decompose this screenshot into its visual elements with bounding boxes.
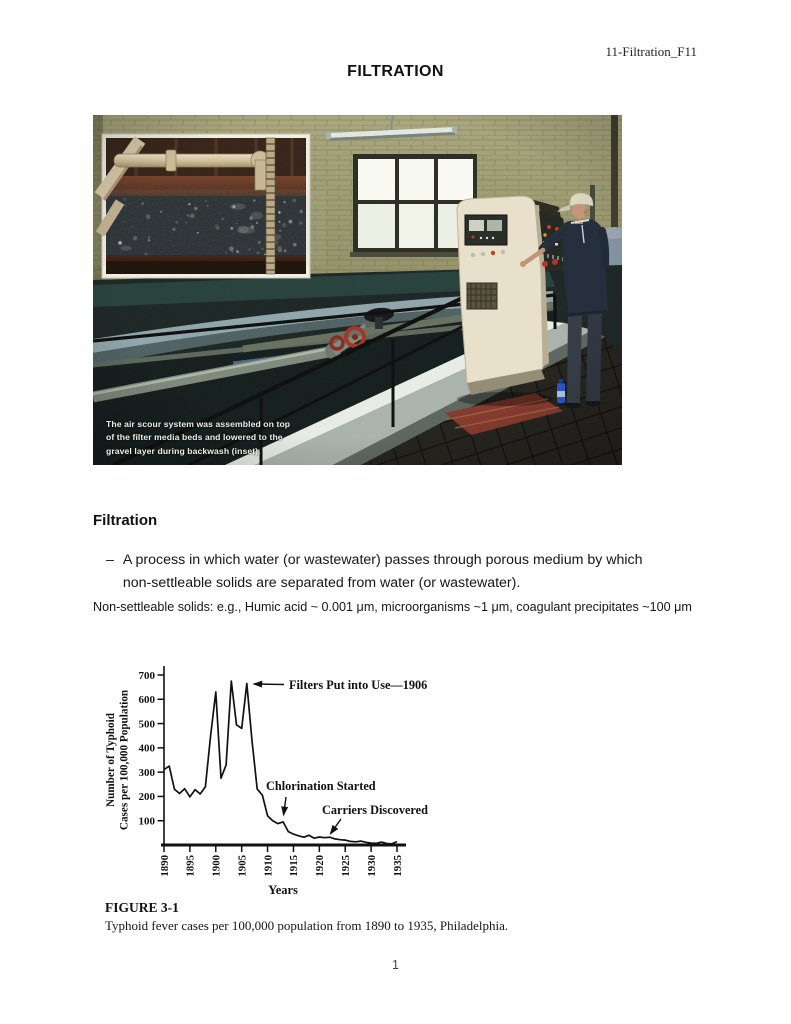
svg-text:1925: 1925 bbox=[340, 855, 353, 877]
bullet-text-line2: non-settleable solids are separated from water (or wastewater). bbox=[122, 574, 521, 591]
photo-caption bbox=[106, 418, 290, 458]
photo-caption-line: The air scour system was assembled on top bbox=[106, 419, 291, 429]
figure-chart bbox=[100, 650, 500, 902]
svg-text:500: 500 bbox=[138, 718, 155, 731]
svg-text:100: 100 bbox=[138, 815, 155, 828]
chart-annotations bbox=[254, 678, 428, 834]
photo-caption-line: of the filter media beds and lowered to the bbox=[106, 432, 283, 443]
svg-text:300: 300 bbox=[138, 766, 155, 779]
svg-text:Cases per 100,000 Population: Cases per 100,000 Population bbox=[118, 689, 131, 831]
chart-line-series bbox=[164, 681, 397, 844]
svg-text:Number of Typhoid: Number of Typhoid bbox=[105, 713, 117, 807]
page-title: FILTRATION bbox=[347, 63, 444, 80]
svg-text:1930: 1930 bbox=[365, 855, 378, 877]
svg-text:700: 700 bbox=[138, 669, 155, 682]
svg-text:400: 400 bbox=[138, 742, 155, 755]
bullet-item bbox=[106, 549, 706, 594]
svg-text:1900: 1900 bbox=[210, 855, 223, 877]
svg-text:Years: Years bbox=[268, 883, 298, 897]
photo-caption-line: gravel layer during backwash (inset). bbox=[106, 445, 261, 456]
figure-caption: Typhoid fever cases per 100,000 population from 1890 to 1935, Philadelphia. bbox=[105, 918, 509, 933]
svg-text:200: 200 bbox=[138, 791, 155, 804]
svg-text:Chlorination Started: Chlorination Started bbox=[266, 779, 376, 793]
photo-image bbox=[93, 115, 622, 465]
chart-axes bbox=[158, 666, 407, 852]
svg-text:Carriers Discovered: Carriers Discovered bbox=[322, 803, 428, 817]
svg-text:1890: 1890 bbox=[158, 855, 171, 877]
treatment-plant-photo bbox=[93, 115, 622, 465]
svg-text:1920: 1920 bbox=[314, 855, 327, 877]
svg-text:600: 600 bbox=[138, 694, 155, 707]
svg-text:1910: 1910 bbox=[262, 855, 275, 877]
bullet-text-line1: A process in which water (or wastewater) passes through porous medium by which bbox=[122, 552, 643, 568]
svg-text:1935: 1935 bbox=[391, 855, 404, 877]
svg-text:1895: 1895 bbox=[184, 855, 197, 877]
typhoid-chart bbox=[100, 650, 500, 902]
bullet-dash: – bbox=[106, 552, 114, 568]
page-number: 1 bbox=[392, 958, 399, 972]
svg-text:1915: 1915 bbox=[288, 855, 301, 877]
section-heading: Filtration bbox=[93, 512, 158, 529]
bullet-text bbox=[123, 549, 643, 594]
document-header: 11-Filtration_F11 bbox=[605, 44, 697, 59]
photo-vignette bbox=[93, 115, 622, 465]
figure-label: FIGURE 3-1 bbox=[105, 900, 179, 915]
note-line: Non-settleable solids: e.g., Humic acid ~ 0.001 μm, microorganisms ~1 μm, coagulant precipitates ~100 μm bbox=[93, 600, 692, 614]
svg-text:Filters Put into Use—1906: Filters Put into Use—1906 bbox=[289, 678, 428, 692]
svg-text:1905: 1905 bbox=[236, 855, 249, 877]
